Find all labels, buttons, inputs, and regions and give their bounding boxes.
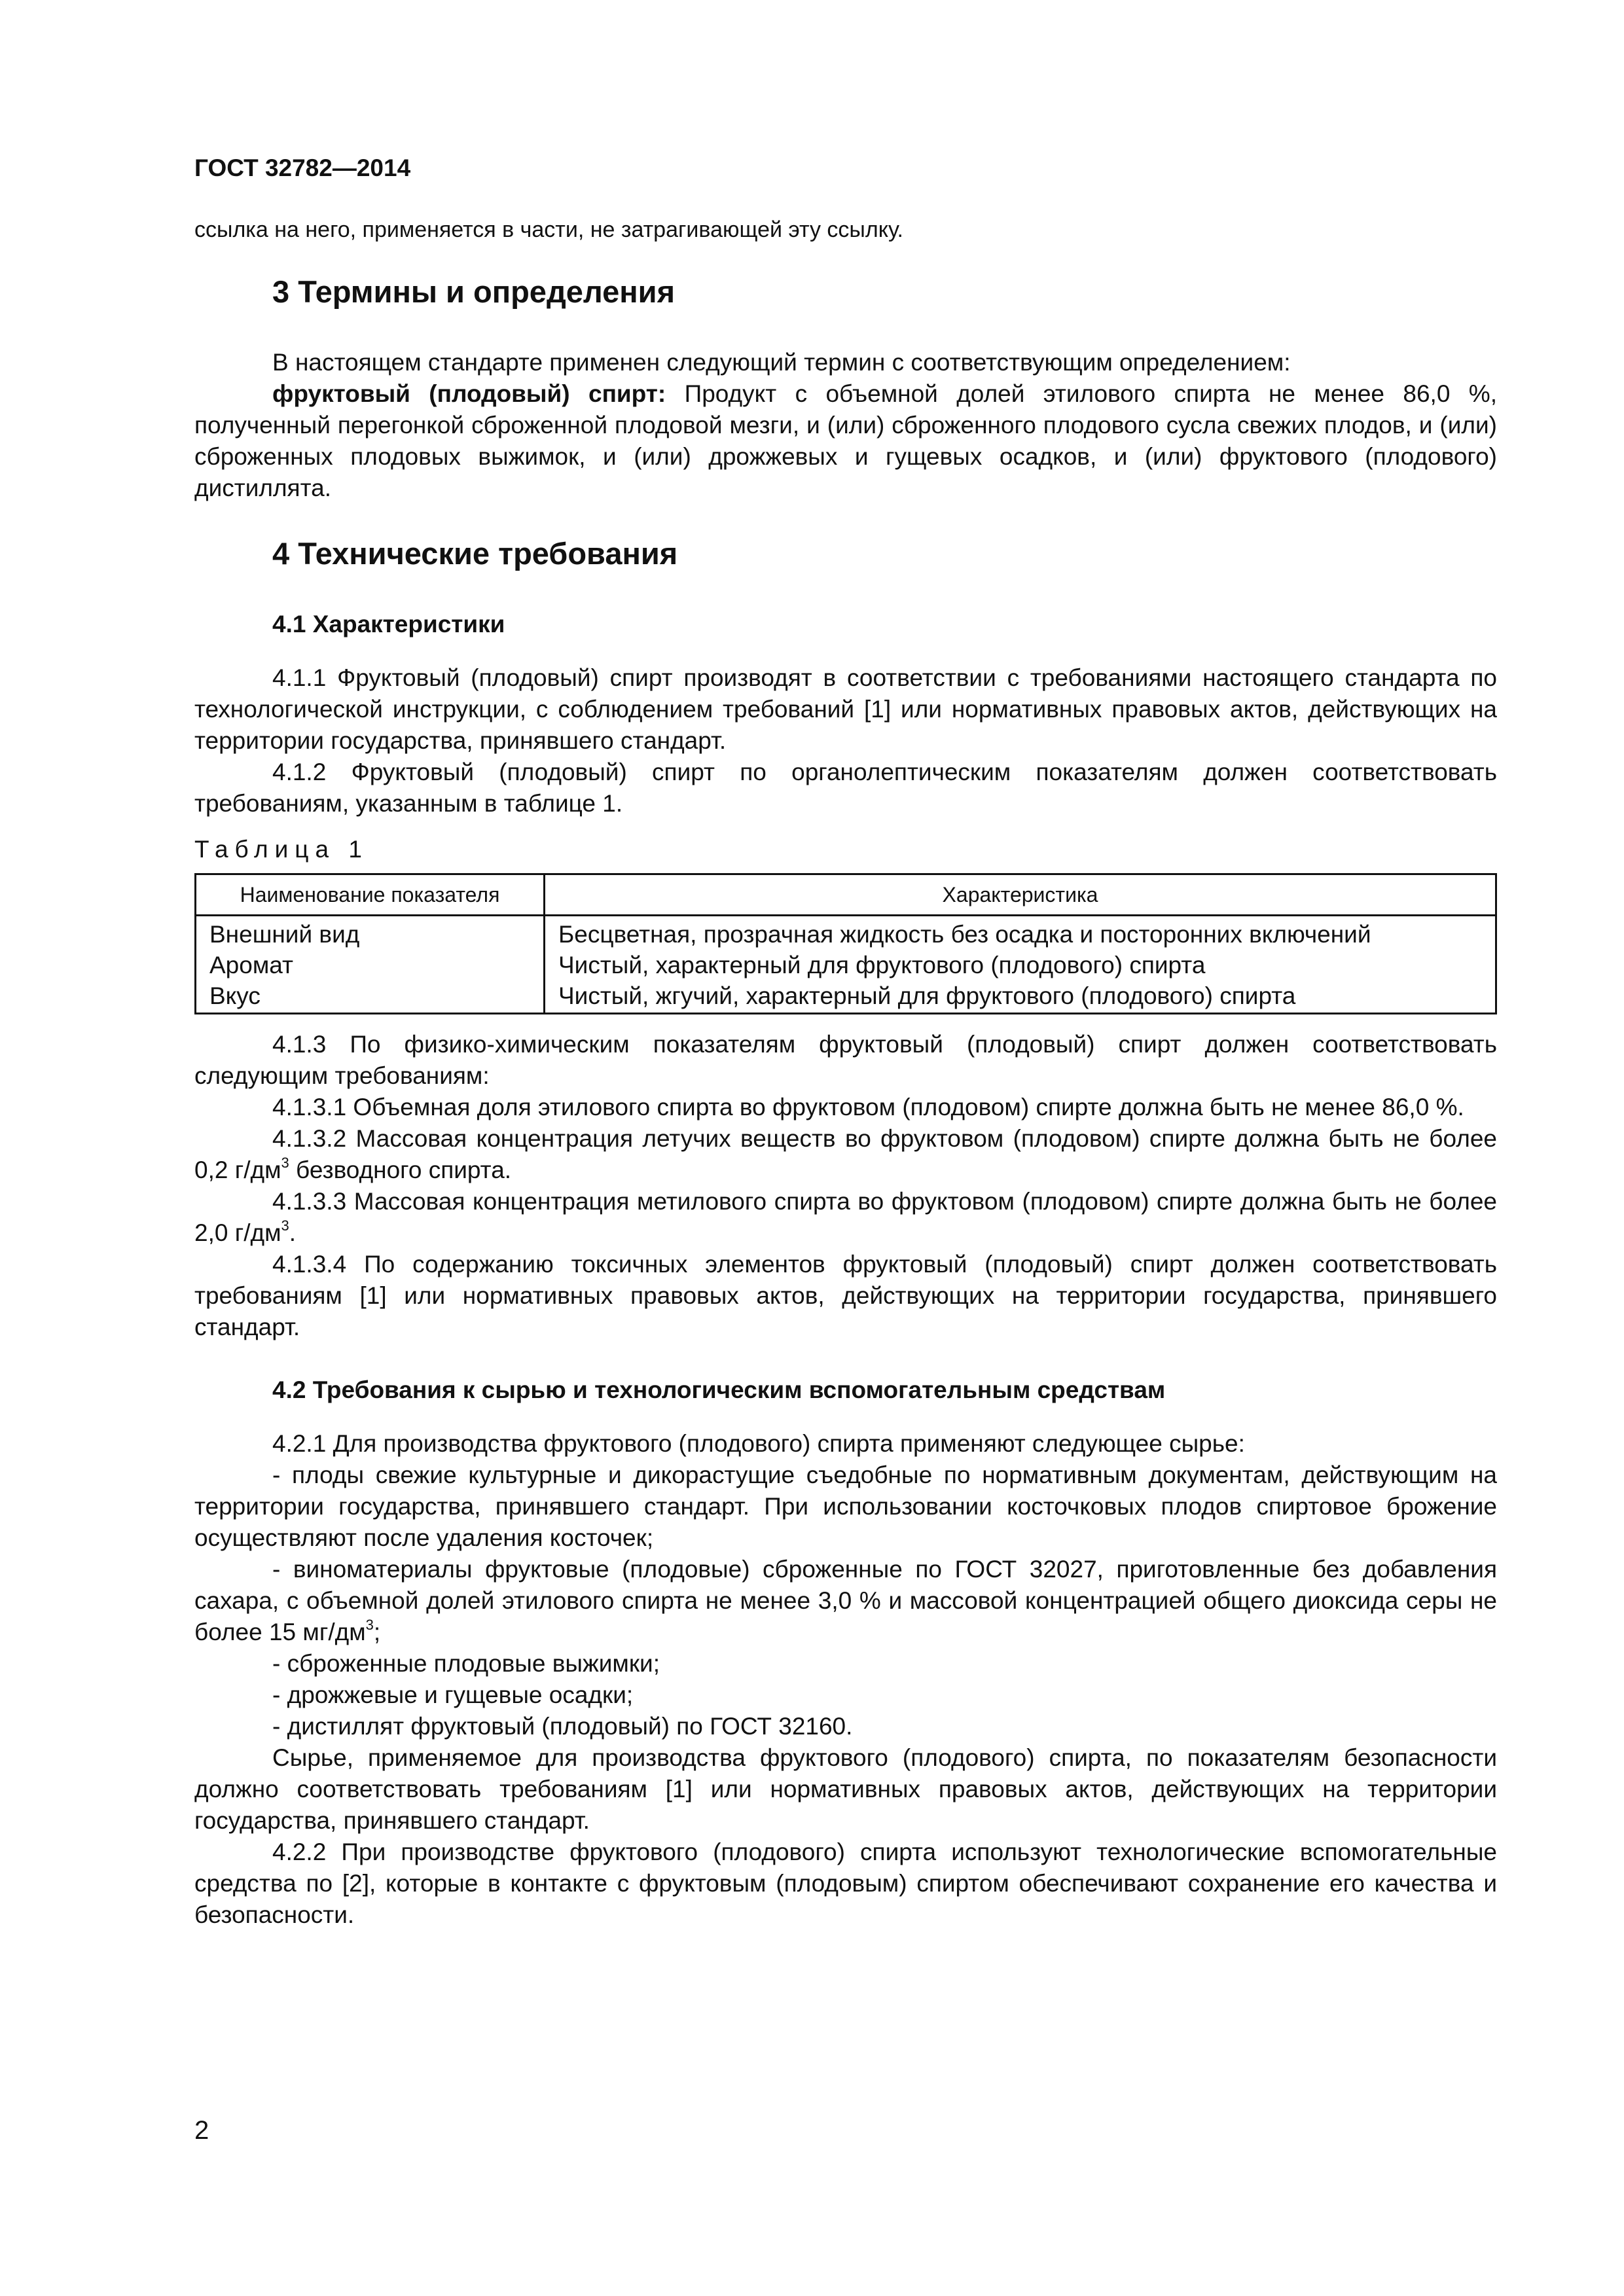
list-item <box>194 1554 1497 1648</box>
subsection-4-2-title: 4.2 Требования к сырью и технологическим вспомогательным средствам <box>272 1376 1166 1403</box>
para-text: 4.1.3.3 Массовая концентрация метилового спирта во фруктовом (плодовом) спирте должна быть не более 2,0 г/дм <box>194 1188 1497 1246</box>
table-row <box>196 916 1496 950</box>
list-item: - плоды свежие культурные и дикорастущие съедобные по нормативным документам, действующим на территории государства, принявшего стандарт. При использовании косточковых плодов спиртовое брожение осуществляют после удаления косточек; <box>194 1462 1497 1551</box>
para-4-1-1: 4.1.1 Фруктовый (плодовый) спирт производят в соответствии с требованиями настоящего стандарта по технологической инструкции, с соблюдением требований [1] или нормативных правовых актов, действующих на территории государства, принявшего стандарт. <box>194 664 1497 754</box>
superscript: 3 <box>281 1217 289 1234</box>
para-4-1-3-2 <box>194 1123 1497 1186</box>
list-item: - дистиллят фруктовый (плодовый) по ГОСТ 32160. <box>272 1713 853 1740</box>
para-text: ; <box>373 1619 381 1645</box>
superscript: 3 <box>365 1617 374 1633</box>
para-text: безводного спирта. <box>289 1157 512 1183</box>
subsection-4-1-title: 4.1 Характеристики <box>272 611 505 637</box>
term-definition <box>194 378 1497 504</box>
table-cell-value: Чистый, характерный для фруктового (плодового) спирта <box>545 950 1496 980</box>
table-cell-value: Чистый, жгучий, характерный для фруктового (плодового) спирта <box>545 980 1496 1014</box>
para-text: - виноматериалы фруктовые (плодовые) сброженные по ГОСТ 32027, приготовленные без добавления сахара, с объемной долей этилового спирта не менее 3,0 % и массовой концентрацией общего диоксида серы не более 15 мг/дм <box>194 1556 1497 1645</box>
section-4-title: 4 Технические требования <box>272 536 678 571</box>
para-text: 4.1.3.2 Массовая концентрация летучих веществ во фруктовом (плодовом) спирте должна быть не более 0,2 г/дм <box>194 1125 1497 1183</box>
para-4-1-2: 4.1.2 Фруктовый (плодовый) спирт по органолептическим показателям должен соответствовать требованиям, указанным в таблице 1. <box>194 759 1497 817</box>
superscript: 3 <box>281 1155 289 1171</box>
para-4-2-1: 4.2.1 Для производства фруктового (плодового) спирта применяют следующее сырье: <box>272 1430 1245 1457</box>
document-body <box>194 274 1497 1931</box>
para-raw-safety: Сырье, применяемое для производства фруктового (плодового) спирта, по показателям безопасности должно соответствовать требованиям [1] или нормативных правовых актов, действующих на территории государства, принявшего стандарт. <box>194 1744 1497 1834</box>
term: фруктовый (плодовый) спирт: <box>272 380 666 407</box>
section-3-title: 3 Термины и определения <box>272 274 675 309</box>
table-header-name: Наименование показателя <box>196 874 545 916</box>
page-number: 2 <box>194 2116 209 2145</box>
table-1 <box>194 873 1497 1014</box>
para-4-2-2: 4.2.2 При производстве фруктового (плодового) спирта используют технологические вспомогательные средства по [2], которые в контакте с фруктовым (плодовым) спиртом обеспечивают сохранение его качества и безопасности. <box>194 1839 1497 1928</box>
list-item: - сброженные плодовые выжимки; <box>272 1650 660 1677</box>
table-cell-name: Внешний вид <box>196 916 545 950</box>
list-item: - дрожжевые и гущевые осадки; <box>272 1681 634 1708</box>
table-cell-name: Вкус <box>196 980 545 1014</box>
para-text: . <box>289 1219 297 1246</box>
para-4-1-3: 4.1.3 По физико-химическим показателям фруктовый (плодовый) спирт должен соответствовать следующим требованиям: <box>194 1031 1497 1089</box>
table-row <box>196 950 1496 980</box>
document-header: ГОСТ 32782—2014 <box>194 154 411 181</box>
para-4-1-3-1: 4.1.3.1 Объемная доля этилового спирта во фруктовом (плодовом) спирте должна быть не менее 86,0 %. <box>272 1094 1464 1121</box>
table-label: Таблица 1 <box>194 836 369 863</box>
table-cell-name: Аромат <box>196 950 545 980</box>
table-cell-value: Бесцветная, прозрачная жидкость без осадка и посторонних включений <box>545 916 1496 950</box>
para-4-1-3-4: 4.1.3.4 По содержанию токсичных элементов фруктовый (плодовый) спирт должен соответствовать требованиям [1] или нормативных правовых актов, действующих на территории государства, принявшего стандарт. <box>194 1251 1497 1340</box>
definition: Продукт с объемной долей этилового спирта не менее 86,0 %, полученный перегонкой сброженной плодовой мезги, и (или) сброженного плодового сусла свежих плодов, и (или) сброженных плодовых выжимок, и (или) дрожжевых и гущевых осадков, и (или) фруктового (плодового) дистиллята. <box>194 380 1497 501</box>
section-3-intro: В настоящем стандарте применен следующий термин с соответствующим определением: <box>272 349 1291 376</box>
continuation-text: ссылка на него, применяется в части, не затрагивающей эту ссылку. <box>194 217 904 242</box>
table-header-value: Характеристика <box>545 874 1496 916</box>
table-row <box>196 980 1496 1014</box>
para-4-1-3-3 <box>194 1186 1497 1249</box>
